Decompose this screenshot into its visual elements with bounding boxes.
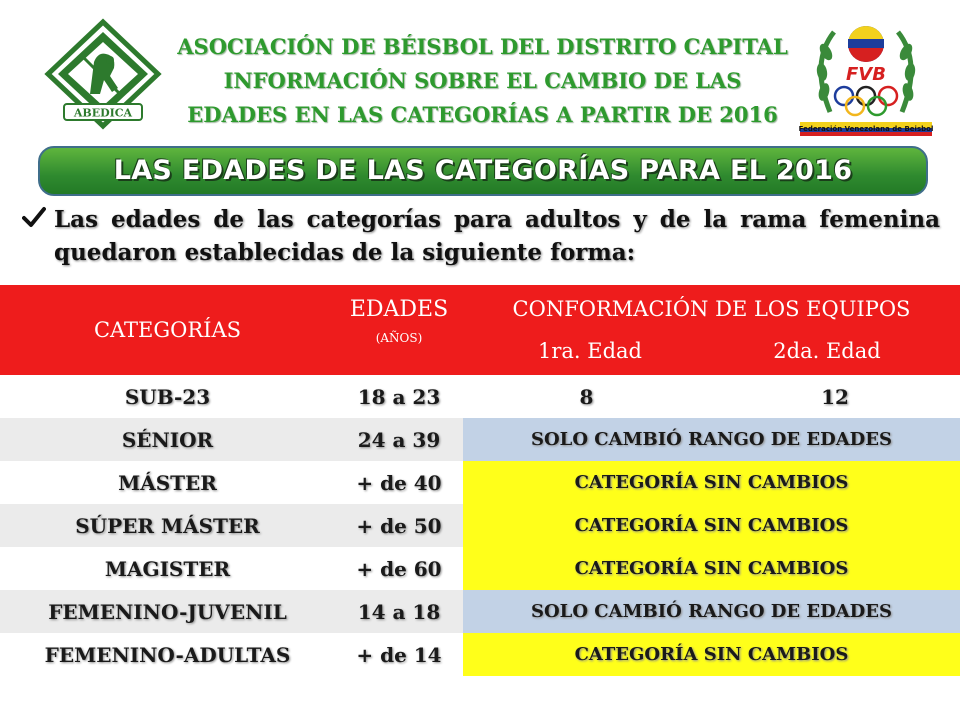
row-categoria: SÚPER MÁSTER — [75, 513, 260, 538]
header-title — [170, 30, 795, 132]
row-edades: + de 40 — [356, 470, 442, 495]
checkmark-icon — [22, 205, 46, 229]
table-row — [0, 504, 960, 547]
row-edades: + de 14 — [356, 642, 442, 667]
row-nota: CATEGORÍA SIN CAMBIOS — [463, 461, 960, 504]
row-nota: CATEGORÍA SIN CAMBIOS — [463, 547, 960, 590]
table-row — [0, 590, 960, 633]
row-categoria: FEMENINO-ADULTAS — [44, 642, 291, 667]
header-edades-label: EDADES — [349, 297, 449, 322]
fvb-logo-text: FVB — [846, 64, 886, 85]
section-banner: LAS EDADES DE LAS CATEGORÍAS PARA EL 2016 — [38, 146, 928, 196]
row-edades: + de 60 — [356, 556, 442, 581]
row-edades: 18 a 23 — [357, 384, 441, 409]
table-row — [0, 461, 960, 504]
row-edades: 24 a 39 — [357, 427, 441, 452]
table-row — [0, 418, 960, 461]
fvb-logo-caption: Federación Venezolana de Beisbol — [798, 125, 934, 133]
row-edades: 14 a 18 — [357, 599, 441, 624]
table-row — [0, 633, 960, 676]
row-categoria: SUB-23 — [124, 384, 211, 409]
row-primera-edad: 8 — [579, 384, 594, 409]
header-line-3: EDADES EN LAS CATEGORÍAS A PARTIR DE 2016 — [187, 102, 778, 127]
row-categoria: FEMENINO-JUVENIL — [48, 599, 287, 624]
row-categoria: MAGISTER — [104, 556, 231, 581]
intro-text: Las edades de las categorías para adultos y de la rama femenina quedaron establecidas de la siguiente forma: — [54, 206, 940, 266]
table-header — [0, 285, 960, 375]
row-nota: SOLO CAMBIÓ RANGO DE EDADES — [463, 590, 960, 633]
abedica-logo-text: ABEDICA — [73, 106, 133, 120]
row-categoria: SÉNIOR — [121, 427, 214, 452]
row-segunda-edad: 12 — [821, 384, 849, 409]
categories-table — [0, 285, 960, 676]
table-row — [0, 547, 960, 590]
intro-paragraph — [22, 203, 940, 269]
header-primera-edad: 1ra. Edad — [537, 339, 642, 363]
header-categorias: CATEGORÍAS — [93, 318, 242, 342]
abedica-logo — [40, 18, 166, 130]
header-edades — [335, 295, 463, 351]
row-nota: CATEGORÍA SIN CAMBIOS — [463, 504, 960, 547]
fvb-logo — [796, 12, 936, 142]
row-nota: CATEGORÍA SIN CAMBIOS — [463, 633, 960, 676]
header-line-1: ASOCIACIÓN DE BÉISBOL DEL DISTRITO CAPITAL — [177, 34, 788, 59]
header-line-2: INFORMACIÓN SOBRE EL CAMBIO DE LAS — [223, 68, 742, 93]
row-edades: + de 50 — [356, 513, 442, 538]
row-categoria: MÁSTER — [118, 470, 217, 495]
header-conformacion: CONFORMACIÓN DE LOS EQUIPOS — [512, 297, 911, 321]
table-row — [0, 375, 960, 418]
header-edades-unit: (AÑOS) — [375, 331, 423, 345]
header-segunda-edad: 2da. Edad — [773, 339, 881, 363]
row-nota: SOLO CAMBIÓ RANGO DE EDADES — [463, 418, 960, 461]
